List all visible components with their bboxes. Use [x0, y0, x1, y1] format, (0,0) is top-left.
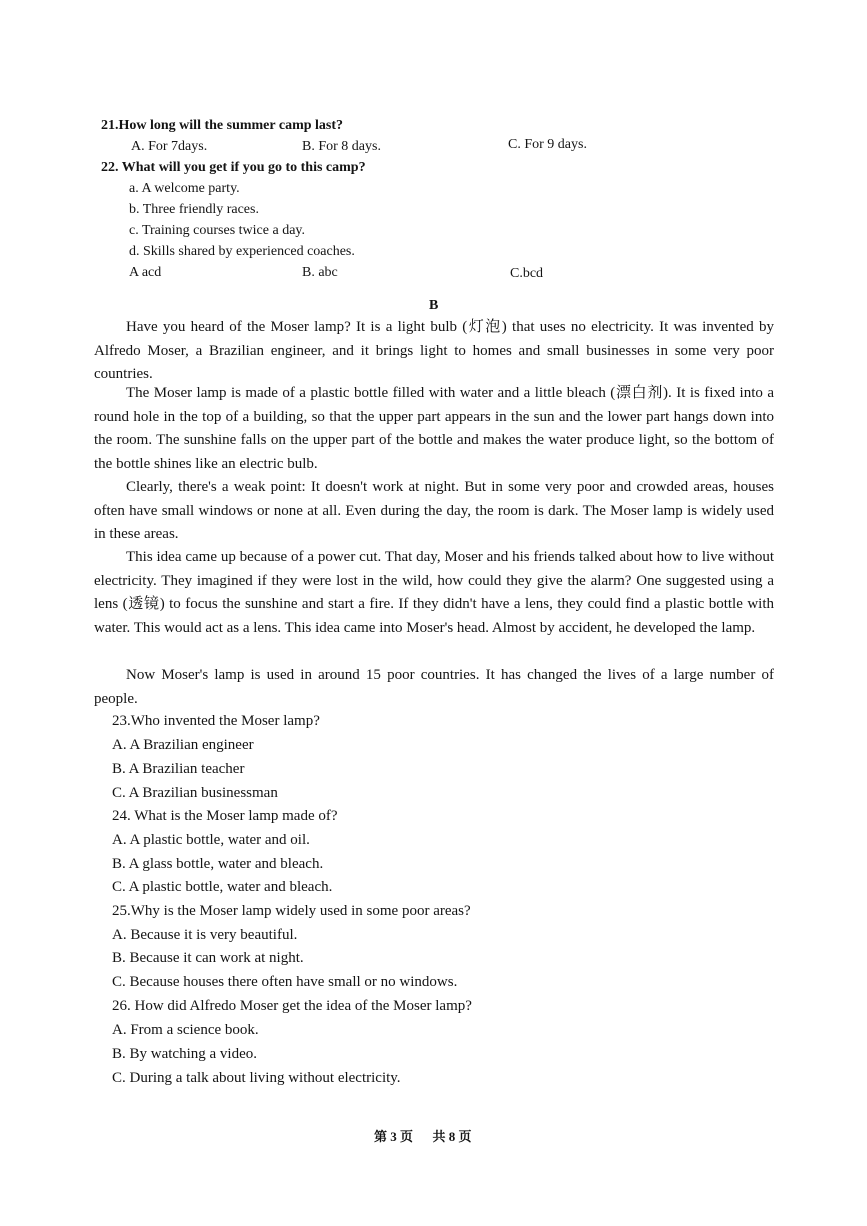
section-b-heading: B — [429, 298, 439, 313]
q22-item-d: d. Skills shared by experienced coaches. — [129, 244, 355, 259]
q24-option-b: B. A glass bottle, water and bleach. — [112, 856, 324, 872]
q22-option-a: A acd — [129, 265, 162, 280]
q21-option-a: A. For 7days. — [131, 139, 208, 154]
q23-option-b: B. A Brazilian teacher — [112, 761, 245, 777]
passage-paragraph-5: Now Moser's lamp is used in around 15 poor countries. It has changed the lives of a large number of people. — [94, 667, 774, 707]
q22-option-c: C.bcd — [510, 266, 544, 281]
passage-paragraph-4: This idea came up because of a power cut. That day, Moser and his friends talked about how to live without electricity. They imagined if they were lost in the wild, how could they give the alarm? One suggested using a lens (透镜) to focus the sunshine and start a fire. If they didn't have a lens, they could find a plastic bottle with water. This would act as a lens. This idea came into Moser's head. Almost by accident, he developed the lamp. — [94, 549, 774, 636]
q25-option-b: B. Because it can work at night. — [112, 950, 304, 966]
q24-option-a: A. A plastic bottle, water and oil. — [112, 832, 310, 848]
q26-option-c: C. During a talk about living without electricity. — [112, 1070, 401, 1086]
q21-stem: 21.How long will the summer camp last? — [101, 118, 344, 133]
q22-item-b: b. Three friendly races. — [129, 202, 259, 217]
q21-option-c: C. For 9 days. — [508, 137, 587, 152]
q24-option-c: C. A plastic bottle, water and bleach. — [112, 879, 333, 895]
q23-option-a: A. A Brazilian engineer — [112, 737, 254, 753]
q26-stem: 26. How did Alfredo Moser get the idea of the Moser lamp? — [112, 998, 472, 1014]
q25-option-c: C. Because houses there often have small or no windows. — [112, 974, 458, 990]
passage-paragraph-1: Have you heard of the Moser lamp? It is a light bulb (灯泡) that uses no electricity. It was invented by Alfredo Moser, a Brazilian engineer, and it brings light to homes and small businesses in some very poor countries. — [94, 319, 774, 382]
q26-option-b: B. By watching a video. — [112, 1046, 257, 1062]
q22-item-a: a. A welcome party. — [129, 181, 240, 196]
q25-option-a: A. Because it is very beautiful. — [112, 927, 298, 943]
q23-stem: 23.Who invented the Moser lamp? — [112, 713, 320, 729]
q22-item-c: c. Training courses twice a day. — [129, 223, 305, 238]
q22-option-b: B. abc — [302, 265, 338, 280]
q23-option-c: C. A Brazilian businessman — [112, 785, 278, 801]
passage-paragraph-2: The Moser lamp is made of a plastic bottle filled with water and a little bleach (漂白剂). It is fixed into a round hole in the top of a building, so that the upper part appears in the sun and the lower part hangs down into the room. The sunshine falls on the upper part of the bottle and makes the water produce light, so the bottom of the bottle shines like an electric bulb. — [94, 385, 774, 472]
q22-stem: 22. What will you get if you go to this camp? — [101, 160, 366, 175]
q21-option-b: B. For 8 days. — [302, 139, 381, 154]
page-number: 第 3 页 共 8 页 — [374, 1129, 472, 1144]
q25-stem: 25.Why is the Moser lamp widely used in some poor areas? — [112, 903, 471, 919]
q26-option-a: A. From a science book. — [112, 1022, 259, 1038]
q24-stem: 24. What is the Moser lamp made of? — [112, 808, 338, 824]
passage-paragraph-3: Clearly, there's a weak point: It doesn't work at night. But in some very poor and crowded areas, houses often have small windows or none at all. Even during the day, the room is dark. The Moser lamp is widely used in these areas. — [94, 479, 774, 542]
